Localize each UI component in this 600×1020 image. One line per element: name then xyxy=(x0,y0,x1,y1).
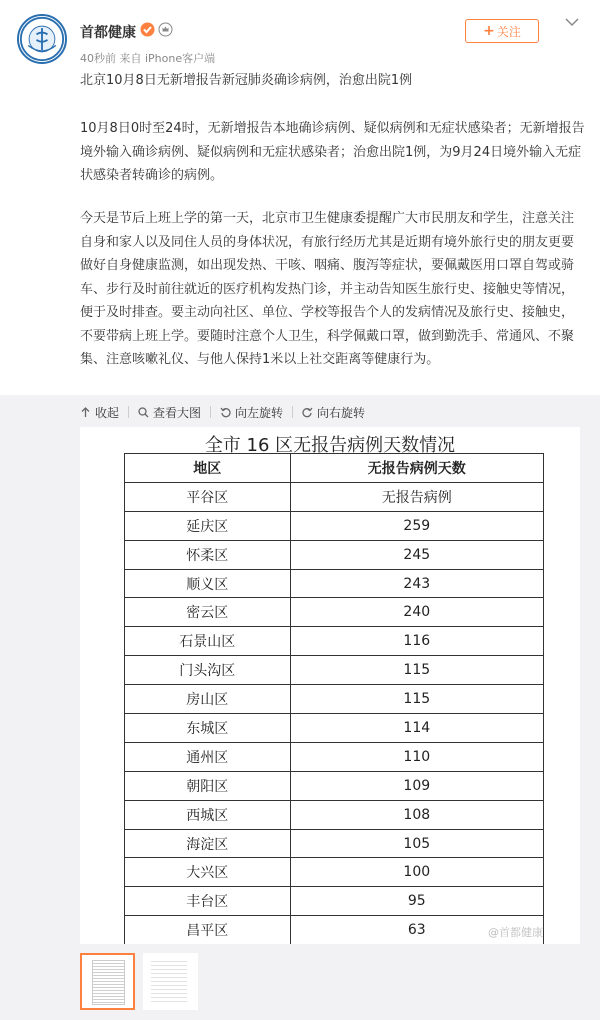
district-cell: 东城区 xyxy=(125,714,291,743)
district-cell: 西城区 xyxy=(125,800,291,829)
district-cell: 怀柔区 xyxy=(125,540,291,569)
post-header xyxy=(0,0,600,70)
days-cell: 100 xyxy=(290,858,543,887)
days-cell: 109 xyxy=(290,771,543,800)
toolbar-divider xyxy=(292,406,293,418)
toolbar-divider xyxy=(128,406,129,418)
post-image[interactable] xyxy=(80,427,580,944)
days-cell: 115 xyxy=(290,685,543,714)
days-cell: 无报告病例 xyxy=(290,482,543,511)
avatar-logo-icon xyxy=(19,16,65,62)
view-large-button[interactable] xyxy=(138,404,201,421)
vip-icon xyxy=(158,22,173,37)
days-cell: 114 xyxy=(290,714,543,743)
days-cell: 259 xyxy=(290,511,543,540)
district-cell: 延庆区 xyxy=(125,511,291,540)
table-row xyxy=(125,771,544,800)
district-cell: 海淀区 xyxy=(125,829,291,858)
table-row xyxy=(125,916,544,944)
table-row xyxy=(125,800,544,829)
image-toolbar xyxy=(80,402,365,422)
rotate-left-icon xyxy=(220,407,231,418)
post-paragraph: 10月8日0时至24时，无新增报告本地确诊病例、疑似病例和无症状感染者；无新增报告境外输入确诊病例、疑似病例和无症状感染者；治愈出院1例，为9月24日境外输入无症状感染者转确诊的病例。 xyxy=(80,121,585,183)
days-cell: 108 xyxy=(290,800,543,829)
thumbnail-1[interactable] xyxy=(80,953,135,1010)
district-cell: 房山区 xyxy=(125,685,291,714)
rotate-left-label: 向左旋转 xyxy=(235,405,284,420)
table-row xyxy=(125,742,544,771)
image-watermark: @首都健康 xyxy=(488,926,543,939)
follow-label: 关注 xyxy=(496,24,521,39)
days-table xyxy=(124,453,544,944)
rotate-left-button[interactable] xyxy=(220,404,283,421)
district-cell: 朝阳区 xyxy=(125,771,291,800)
thumbnail-preview xyxy=(92,960,125,1005)
district-cell: 顺义区 xyxy=(125,569,291,598)
district-cell: 门头沟区 xyxy=(125,656,291,685)
district-cell: 平谷区 xyxy=(125,482,291,511)
toolbar-divider xyxy=(210,406,211,418)
table-row xyxy=(125,656,544,685)
collapse-icon xyxy=(80,407,91,418)
image-table-title: 全市 16 区无报告病例天数情况 xyxy=(204,435,456,456)
district-cell: 石景山区 xyxy=(125,627,291,656)
table-row xyxy=(125,511,544,540)
column-header-district: 地区 xyxy=(125,454,291,483)
table-row xyxy=(125,858,544,887)
days-cell: 105 xyxy=(290,829,543,858)
district-cell: 大兴区 xyxy=(125,858,291,887)
table-row xyxy=(125,482,544,511)
days-cell: 110 xyxy=(290,742,543,771)
collapse-button[interactable] xyxy=(80,404,119,421)
table-row xyxy=(125,540,544,569)
district-cell: 丰台区 xyxy=(125,887,291,916)
district-cell: 通州区 xyxy=(125,742,291,771)
more-icon[interactable] xyxy=(565,17,579,27)
table-header-row xyxy=(125,454,544,483)
view-large-label: 查看大图 xyxy=(153,405,202,420)
post-meta: 40秒前 来自 iPhone客户端 xyxy=(80,52,216,65)
avatar[interactable] xyxy=(17,14,67,64)
table-row xyxy=(125,887,544,916)
days-cell: 116 xyxy=(290,627,543,656)
table-row xyxy=(125,569,544,598)
days-cell: 63 xyxy=(290,916,543,944)
thumbnail-2[interactable] xyxy=(143,953,198,1010)
table-row xyxy=(125,685,544,714)
days-cell: 95 xyxy=(290,887,543,916)
plus-icon: + xyxy=(483,23,495,39)
district-cell: 密云区 xyxy=(125,598,291,627)
table-row xyxy=(125,829,544,858)
days-cell: 240 xyxy=(290,598,543,627)
zoom-icon xyxy=(138,407,149,418)
image-thumbnails xyxy=(80,953,198,1010)
collapse-label: 收起 xyxy=(95,405,120,420)
days-cell: 243 xyxy=(290,569,543,598)
rotate-right-button[interactable] xyxy=(302,404,365,421)
days-cell: 115 xyxy=(290,656,543,685)
post-headline: 北京10月8日无新增报告新冠肺炎确诊病例，治愈出院1例 xyxy=(80,73,413,88)
column-header-days: 无报告病例天数 xyxy=(290,454,543,483)
table-row xyxy=(125,714,544,743)
verified-icon xyxy=(140,22,155,37)
user-name[interactable]: 首都健康 xyxy=(80,25,136,41)
rotate-right-icon xyxy=(302,407,313,418)
rotate-right-label: 向右旋转 xyxy=(317,405,366,420)
thumbnail-preview xyxy=(151,958,187,1003)
table-row xyxy=(125,627,544,656)
table-row xyxy=(125,598,544,627)
follow-button[interactable] xyxy=(465,19,539,43)
post-paragraph: 今天是节后上班上学的第一天，北京市卫生健康委提醒广大市民朋友和学生，注意关注自身和家人以及同住人员的身体状况，有旅行经历尤其是近期有境外旅行史的朋友更要做好自身健康监测，如出现发热、干咳、咽痛、腹泻等症状，要佩戴医用口罩自驾或骑车、步行及时前往就近的医疗机构发热门诊，并主动告知医生旅行史、接触史等情况，便于及时排查。要主动向社区、单位、学校等报告个人的发病情况及旅行史、接触史，不要带病上班上学。要随时注意个人卫生，科学佩戴口罩，做到勤洗手、常通风、不聚集、注意咳嗽礼仪、与他人保持1米以上社交距离等健康行为。 xyxy=(80,211,575,367)
days-cell: 245 xyxy=(290,540,543,569)
district-cell: 昌平区 xyxy=(125,916,291,944)
